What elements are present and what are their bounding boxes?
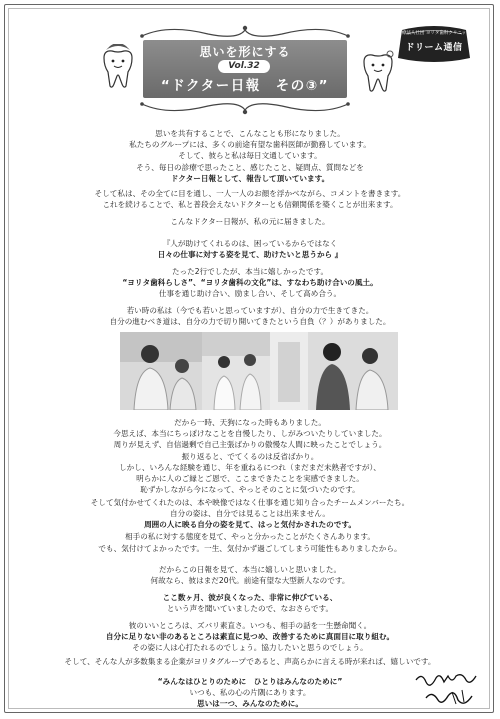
photo-clinic-staff-3 [270, 332, 308, 410]
brand-clinic-name: 医療法人社団 ヨリタ歯科クリニック [397, 31, 471, 36]
text-line: 仕事を通じ助け合い、励まし合い、そして高め合う。 [158, 289, 342, 299]
text-line: そして、彼らと私は毎日文通しています。 [178, 151, 322, 161]
header-title: 思いを形にする [199, 45, 291, 59]
brand-newsletter-name: ドリーム通信 [405, 43, 463, 53]
brand-badge [394, 24, 474, 64]
text-line: “ヨリタ歯科らしさ”、“ヨリタ歯科の文化”は、すなわち助け合いの風土。 [122, 278, 378, 288]
text-line: だからこの日報を見て、本当に嬉しいと思いました。 [158, 565, 342, 574]
photo-clinic-staff-1 [120, 332, 202, 410]
paragraph-2 [20, 188, 480, 210]
text-line: 何故なら、彼はまだ20代。前途有望な大型新人なのです。 [150, 576, 350, 586]
text-line: 自分に足りない非のあるところは素直に見つめ、改善するために真面目に取り組む。 [105, 632, 395, 642]
paragraph-13 [20, 656, 480, 667]
text-line: 明らかに人のご縁とご恩で、ここまできたことを実感できました。 [136, 474, 364, 484]
text-line: しかし、いろんな経験を通じ、年を重ねるにつれ（まだまだ未熟者ですが）、 [119, 463, 381, 472]
text-line: という声を聞いていましたので、なおさらです。 [166, 604, 334, 614]
paragraph-12 [20, 620, 480, 654]
text-line: 相手の私に対する態度を見て、やっと分かったことがたくさんあります。 [125, 531, 375, 541]
text-line: その姿に人は心打たれるのでしょう。協力したいと思うのでしょう。 [132, 643, 368, 653]
text-line: 自分の姿は、自分では見ることは出来ません。 [170, 509, 330, 519]
tooth-mascot-icon [100, 44, 136, 90]
header-subtitle: “ドクター日報 その③” [160, 78, 330, 94]
text-line: ここ数ヶ月、彼が良くなった、非常に伸びている、 [162, 593, 338, 602]
paragraph-closing [20, 676, 480, 710]
text-line: だから一時、天狗になった時もありました。 [174, 418, 326, 427]
paragraph-10 [20, 564, 480, 586]
text-line: 振り返ると、でてくるのは反省ばかり。 [181, 451, 319, 461]
volume-badge: Vol.32 [218, 60, 270, 73]
paragraph-9 [20, 543, 480, 554]
text-line: そして気付かせてくれたのは、本や映像ではなく仕事を通じ知り合ったチームメンバーたち。 [90, 498, 410, 507]
text-line: 『人が助けてくれるのは、困っているからではなく [162, 239, 338, 248]
paragraph-4 [20, 266, 480, 300]
paragraph-5 [20, 305, 480, 327]
text-line: たった2行でしたが、本当に嬉しかったです。 [171, 267, 329, 276]
header-banner [143, 40, 347, 98]
text-line: そう、毎日の診療で思ったこと、感じたこと、疑問点、質問などを [136, 162, 364, 172]
paragraph-3 [20, 216, 480, 227]
text-line: 恥ずかしながら今になって、やっとそのことに気づいたのです。 [140, 485, 360, 495]
flourish-top-ornament [138, 22, 352, 40]
paragraph-8 [20, 497, 480, 542]
text-line: いつも、私の心の片隅にあります。 [189, 688, 311, 698]
text-line: そして私は、その全てに目を通し、一人一人のお顔を浮かべながら、コメントを書きます。 [94, 189, 406, 198]
paragraph-quote [20, 238, 480, 260]
text-line: でも、気付けてよかったです。一生、気付かず過ごしてしまう可能性もありましたから。 [98, 544, 402, 553]
text-line: これを続けることで、私と普段会えないドクターとも信頼関係を築くことが出来ます。 [102, 200, 398, 210]
flourish-bottom-ornament [138, 100, 352, 118]
text-line: そして、そんな人が多数集まる企業がヨリタグループであると、声高らかに言える時が来れば、嬉しいです。 [64, 657, 436, 666]
paragraph-1 [20, 128, 480, 184]
text-line: 彼のいいところは、ズバリ素直さ。いつも、相手の話を一生懸命聞く。 [128, 621, 372, 630]
paragraph-6 [20, 417, 480, 462]
paragraph-11 [20, 592, 480, 614]
photo-clinic-staff-4 [308, 332, 398, 410]
text-line: こんなドクター日報が、私の元に届きました。 [170, 217, 330, 226]
tooth-mascot-icon [360, 50, 396, 94]
text-line: 思いは一つ、みんなのために。 [196, 699, 303, 709]
text-line: 周囲の人に映る自分の姿を見て、はっと気付かされたのです。 [144, 520, 356, 530]
text-line: 私たちのグループには、多くの前途有望な歯科医師が勤務しています。 [129, 140, 371, 150]
text-line: 若い時の私は（今でも若いと思っていますが）、自分の力で生きてきた。 [126, 306, 374, 315]
text-line: 今思えば、本当にちっぽけなことを自慢したり、しがみついたりしていました。 [113, 429, 387, 439]
text-line: “みんなはひとりのために ひとりはみんなのために” [157, 677, 343, 686]
text-line: 日々の仕事に対する姿を見て、助けたいと思うから 』 [157, 250, 343, 260]
text-line: 自分の進むべき道は、自分の力で切り開いてきたという自負（？）がありました。 [109, 317, 391, 327]
text-line: 思いを共有することで、こんなことも形になりました。 [155, 129, 345, 138]
text-line: 周りが見えず、自信過剰で自己主張ばかりの傲慢な人間に映ったことでしょう。 [113, 440, 387, 450]
photo-clinic-staff-2 [202, 332, 270, 410]
text-line: ドクター日報として、報告して頂いています。 [170, 173, 330, 183]
handwritten-signature [412, 668, 482, 710]
paragraph-7 [20, 462, 480, 496]
